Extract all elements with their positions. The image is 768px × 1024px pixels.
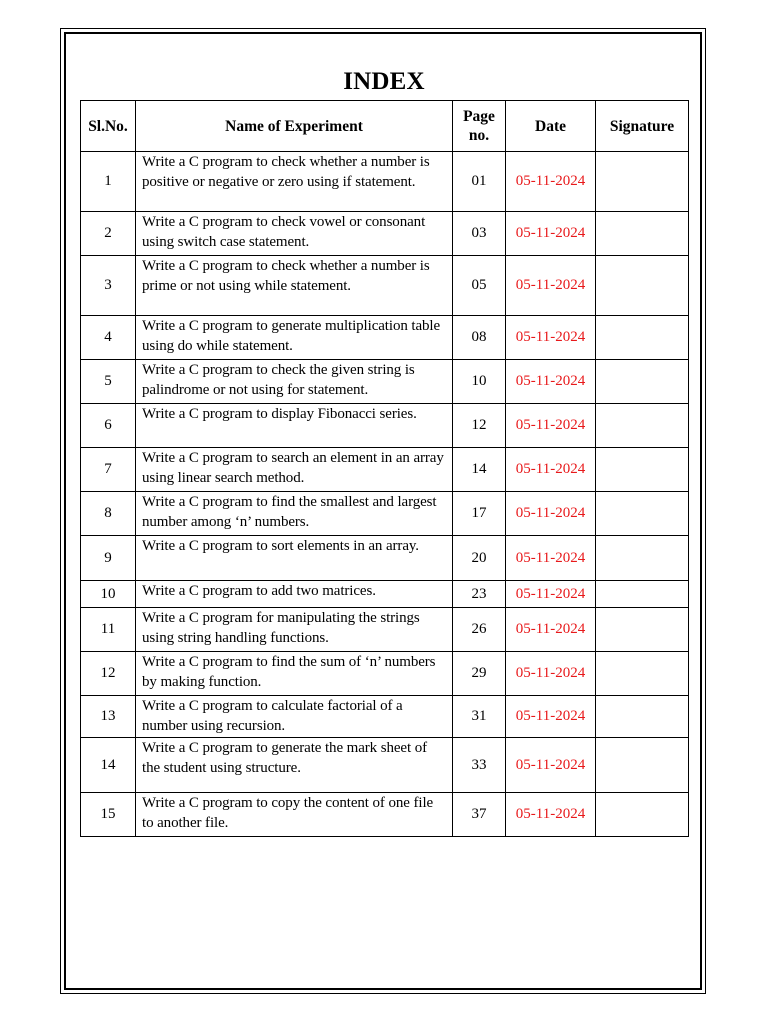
row-experiment-name: Write a C program to copy the content of one file to another file. <box>136 793 453 837</box>
row-sl-no: 1 <box>81 152 136 212</box>
row-signature <box>596 256 689 316</box>
row-page-no: 20 <box>453 536 506 581</box>
row-signature <box>596 536 689 581</box>
header-date: Date <box>506 101 596 152</box>
row-sl-no: 15 <box>81 793 136 837</box>
row-signature <box>596 492 689 536</box>
header-page-line1: Page <box>463 108 495 125</box>
row-date: 05-11-2024 <box>506 404 596 448</box>
row-signature <box>596 608 689 652</box>
row-signature <box>596 316 689 360</box>
row-signature <box>596 448 689 492</box>
row-date: 05-11-2024 <box>506 696 596 738</box>
row-signature <box>596 212 689 256</box>
row-experiment-name: Write a C program to generate the mark sheet of the student using structure. <box>136 738 453 793</box>
table-row <box>81 448 689 492</box>
index-table <box>80 100 689 837</box>
row-page-no: 03 <box>453 212 506 256</box>
row-signature <box>596 696 689 738</box>
table-row <box>81 316 689 360</box>
page-title: INDEX <box>343 68 425 95</box>
row-page-no: 05 <box>453 256 506 316</box>
row-date: 05-11-2024 <box>506 793 596 837</box>
row-signature <box>596 152 689 212</box>
row-date: 05-11-2024 <box>506 536 596 581</box>
header-page-no <box>453 101 506 152</box>
row-date: 05-11-2024 <box>506 492 596 536</box>
row-experiment-name: Write a C program to find the smallest and largest number among ‘n’ numbers. <box>136 492 453 536</box>
row-experiment-name: Write a C program to check vowel or consonant using switch case statement. <box>136 212 453 256</box>
row-sl-no: 13 <box>81 696 136 738</box>
table-row <box>81 793 689 837</box>
row-sl-no: 3 <box>81 256 136 316</box>
table-row <box>81 152 689 212</box>
row-page-no: 31 <box>453 696 506 738</box>
table-row <box>81 652 689 696</box>
row-date: 05-11-2024 <box>506 581 596 608</box>
row-experiment-name: Write a C program to calculate factorial of a number using recursion. <box>136 696 453 738</box>
row-sl-no: 2 <box>81 212 136 256</box>
row-experiment-name: Write a C program to display Fibonacci series. <box>136 404 453 448</box>
row-date: 05-11-2024 <box>506 316 596 360</box>
row-page-no: 17 <box>453 492 506 536</box>
row-signature <box>596 581 689 608</box>
row-date: 05-11-2024 <box>506 738 596 793</box>
row-date: 05-11-2024 <box>506 256 596 316</box>
row-sl-no: 10 <box>81 581 136 608</box>
row-page-no: 26 <box>453 608 506 652</box>
table-row <box>81 581 689 608</box>
row-experiment-name: Write a C program to check whether a number is prime or not using while statement. <box>136 256 453 316</box>
header-page-line2: no. <box>468 127 490 144</box>
header-name-of-experiment: Name of Experiment <box>136 101 453 152</box>
row-page-no: 29 <box>453 652 506 696</box>
table-row <box>81 360 689 404</box>
row-sl-no: 5 <box>81 360 136 404</box>
row-date: 05-11-2024 <box>506 152 596 212</box>
row-experiment-name: Write a C program to generate multiplication table using do while statement. <box>136 316 453 360</box>
row-page-no: 01 <box>453 152 506 212</box>
row-sl-no: 6 <box>81 404 136 448</box>
row-page-no: 37 <box>453 793 506 837</box>
table-row <box>81 212 689 256</box>
row-experiment-name: Write a C program to sort elements in an array. <box>136 536 453 581</box>
table-row <box>81 608 689 652</box>
row-signature <box>596 652 689 696</box>
table-row <box>81 256 689 316</box>
row-page-no: 10 <box>453 360 506 404</box>
header-sl-no: Sl.No. <box>81 101 136 152</box>
table-row <box>81 492 689 536</box>
row-date: 05-11-2024 <box>506 448 596 492</box>
row-sl-no: 12 <box>81 652 136 696</box>
table-row <box>81 696 689 738</box>
row-signature <box>596 360 689 404</box>
table-header-row <box>81 101 689 152</box>
table-row <box>81 738 689 793</box>
row-signature <box>596 793 689 837</box>
row-experiment-name: Write a C program for manipulating the strings using string handling functions. <box>136 608 453 652</box>
row-date: 05-11-2024 <box>506 360 596 404</box>
row-experiment-name: Write a C program to check whether a number is positive or negative or zero using if statement. <box>136 152 453 212</box>
row-page-no: 33 <box>453 738 506 793</box>
row-sl-no: 8 <box>81 492 136 536</box>
row-sl-no: 9 <box>81 536 136 581</box>
row-sl-no: 4 <box>81 316 136 360</box>
row-signature <box>596 404 689 448</box>
row-page-no: 23 <box>453 581 506 608</box>
row-signature <box>596 738 689 793</box>
row-sl-no: 7 <box>81 448 136 492</box>
header-signature: Signature <box>596 101 689 152</box>
row-sl-no: 11 <box>81 608 136 652</box>
row-experiment-name: Write a C program to check the given string is palindrome or not using for statement. <box>136 360 453 404</box>
row-page-no: 12 <box>453 404 506 448</box>
row-experiment-name: Write a C program to add two matrices. <box>136 581 453 608</box>
row-date: 05-11-2024 <box>506 608 596 652</box>
row-date: 05-11-2024 <box>506 212 596 256</box>
row-page-no: 14 <box>453 448 506 492</box>
row-experiment-name: Write a C program to search an element in an array using linear search method. <box>136 448 453 492</box>
table-row <box>81 536 689 581</box>
row-page-no: 08 <box>453 316 506 360</box>
row-sl-no: 14 <box>81 738 136 793</box>
row-experiment-name: Write a C program to find the sum of ‘n’ numbers by making function. <box>136 652 453 696</box>
table-row <box>81 404 689 448</box>
row-date: 05-11-2024 <box>506 652 596 696</box>
